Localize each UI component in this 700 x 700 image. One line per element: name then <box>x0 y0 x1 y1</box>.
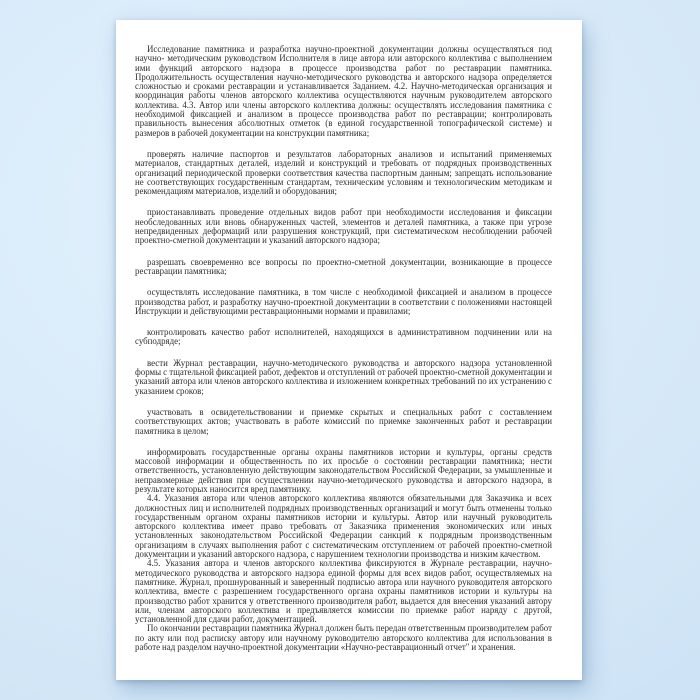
paragraph-5: осуществлять исследование памятника, в том числе с необходимой фиксацией и анализом в процессе производства работ, и разработку научно-проектной документации в соответствии с положениями настоящей Инструкции и действующими реставрационными нормами и правилами; <box>135 287 552 316</box>
paragraph-11: 4.5. Указания автора и членов авторского коллектива фиксируются в Журнале реставрации, научно-методического руководства и авторского надзора единой формы для всех видов работ, осуществляемых на памятнике. Журнал, прошнурованный и заверенный подписью автора или научного руководителя авторского коллектива, вместе с разрешением государственного органа охраны памятников истории и культуры на производство работ хранится у ответственного производителя работ, выдается для внесения указаний автору или, членам авторского коллектива и предъявляется комиссии по приемке работ наряду с другой, установленной для сдачи работ, документацией. <box>135 558 552 625</box>
paragraph-3: приостанавливать проведение отдельных видов работ при необходимости исследования и фиксации необследованных или вновь обнаруженных частей, элементов и деталей памятника, а также при угрозе непредвиденных деформаций или разрушения конструкций, при систематическом несоблюдении рабочей проектно-сметной документации и указаний авторского надзора; <box>135 207 552 246</box>
paragraph-2: проверять наличие паспортов и результатов лабораторных анализов и испытаний применяемых материалов, стандартных деталей, изделий и конструкций и требовать от подрядных производственных организаций периодической проверки соответствия качества паспортным данным; запрещать использование не соответствующих государственным стандартам, техническим условиям и технологическим методикам и рекомендациям материалов, изделий и оборудования; <box>135 148 552 197</box>
paragraph-12: По окончании реставрации памятника Журнал должен быть передан ответственным производителем работ по акту или под расписку автору или научному руководителю авторского коллектива для использования в работе над разделом научно-проектной документации «Научно-реставрационный отчет" и хранения. <box>135 623 552 653</box>
paragraph-4: разрешать своевременно все вопросы по проектно-сметной документации, возникающие в процессе реставрации памятника; <box>135 256 552 276</box>
paragraph-8: участвовать в освидетельствовании и приемке скрытых и специальных работ с составлением соответствующих актов; участвовать в работе комиссий по приемке законченных работ и реставрации памятника в целом; <box>135 406 552 436</box>
paragraph-9: информировать государственные органы охраны памятников истории и культуры, органы средств массовой информации и общественность по их просьбе о состоянии реставрации памятника; нести ответственность, установленную действующим законодательством Российской Федерации, за умышленные и неправомерные действия при осуществлении научно-методического руководства и авторского надзора, в результате которых наносится вред памятнику. <box>135 446 552 494</box>
document-page <box>116 20 582 680</box>
paragraph-1: Исследование памятника и разработка научно-проектной документации должны осуществляться под научно- методическим руководством Исполнителя в лице автора или авторского коллектива с выполнением ими функций авторского надзора в процессе производства работ по реставрации памятника. Продолжительность осуществления научно-методического руководства и авторского надзора определяется сложностью и сроками реставрации и устанавливается Заданием. 4.2. Научно-методическая организация и координация работы членов авторского коллектива осуществляются научным руководителем авторского коллектива. 4.3. Автор или члены авторского коллектива должны: осуществлять исследования памятника с необходимой фиксацией и анализом в процессе производства работ по реставрации; контролировать правильность вынесения абсолютных отметок (в единой государственной топографической системе) и размеров в рабочей документации на конструкции памятника; <box>135 44 552 138</box>
paragraph-6: контролировать качество работ исполнителей, находящихся в административном подчинении или на субподряде; <box>135 327 552 347</box>
paragraph-7: вести Журнал реставрации, научно-методического руководства и авторского надзора установленной формы с тщательной фиксацией работ, дефектов и отступлений от рабочей проектно-сметной документации и указаний автора или членов авторского коллектива и изложением конкретных требований по их устранению с указанием сроков; <box>135 357 552 396</box>
paragraph-10: 4.4. Указания автора или членов авторского коллектива являются обязательными для Заказчика и всех должностных лиц и исполнителей подрядных производственных организаций и могут быть отменены только государственным органом охраны памятников истории и культуры. Автор или научный руководитель авторского коллектива имеет право требовать от Заказчика применения экономических или иных установленных законодательством Российской Федерации санкций к подрядным производственным организациям в случаях выполнения работ с систематическим отступлением от рабочей проектно-сметной документации и указаний авторского надзора, с нарушением технологии производства и низким качеством. <box>135 493 552 560</box>
